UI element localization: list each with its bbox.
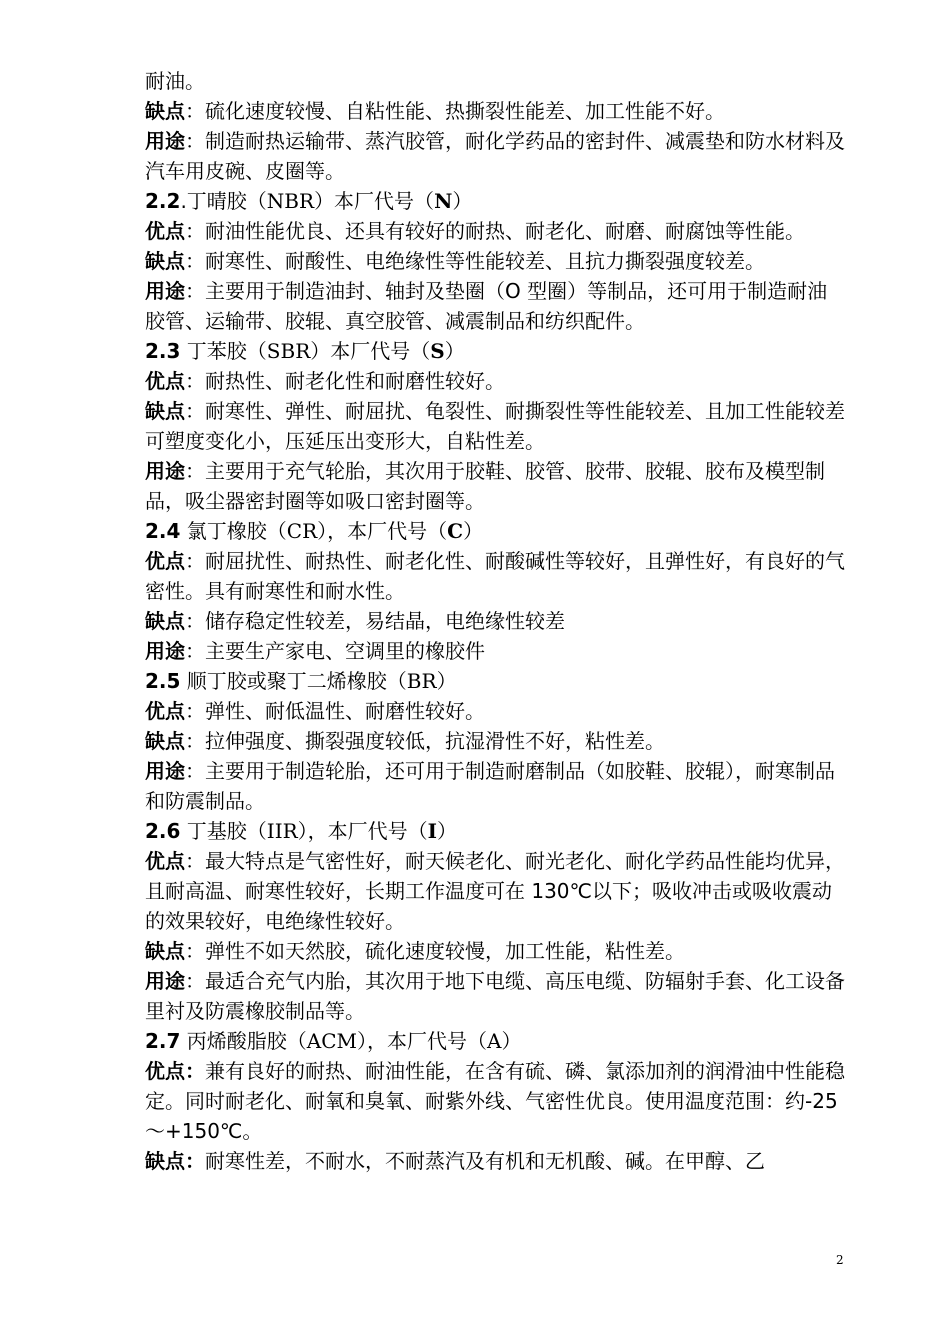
pros-label: 优点：: [145, 1059, 205, 1083]
section-abbr: NBR: [266, 189, 315, 213]
cons-label: 缺点: [145, 399, 185, 423]
section-number: 2.7: [145, 1029, 181, 1053]
pros-label: 优点: [145, 369, 185, 393]
uses-text: ：制造耐热运输带、蒸汽胶管，耐化学药品的密封件、减震垫和防水材料及汽车用皮碗、皮圈等。: [145, 129, 845, 183]
section-code: N: [434, 189, 453, 213]
section-number: 2.6: [145, 819, 181, 843]
cons-text: ：弹性不如天然胶，硫化速度较慢，加工性能，粘性差。: [185, 939, 685, 963]
section-abbr: CR: [286, 519, 318, 543]
section-title-mid: ），本厂代号（: [357, 1029, 488, 1053]
section-heading-2-5: [145, 666, 847, 696]
document-body: [145, 66, 847, 1176]
paragraph-uses: [145, 276, 847, 336]
section-title-pre: 顺丁胶或聚丁二烯橡胶（: [180, 669, 407, 693]
pros-label: 优点: [145, 549, 185, 573]
paragraph-cons: [145, 936, 847, 966]
paragraph-cons: [145, 246, 847, 276]
section-heading-2-6: [145, 816, 847, 846]
cons-label: 缺点：: [145, 1149, 205, 1173]
uses-label: 用途: [145, 129, 185, 153]
pros-text: ：弹性、耐低温性、耐磨性较好。: [185, 699, 485, 723]
paragraph-pros: [145, 1056, 847, 1146]
section-title-mid: ），本厂代号（: [297, 819, 428, 843]
paragraph-uses: [145, 126, 847, 186]
section-title-pre: 丙烯酸脂胶（: [180, 1029, 307, 1053]
section-number: 2.4: [145, 519, 181, 543]
cons-label: 缺点: [145, 99, 185, 123]
page-number: 2: [836, 1253, 844, 1267]
pros-text: 兼有良好的耐热、耐油性能，在含有硫、磷、氯添加剂的润滑油中性能稳定。同时耐老化、耐氧和臭氧、耐紫外线、气密性优良。使用温度范围：约-25～+150℃。: [145, 1059, 845, 1143]
uses-label: 用途: [145, 759, 185, 783]
uses-text: ：主要用于制造油封、轴封及垫圈（O 型圈）等制品，还可用于制造耐油胶管、运输带、胶辊、真空胶管、减震制品和纺织配件。: [145, 279, 828, 333]
paragraph-pros: [145, 216, 847, 246]
cons-label: 缺点: [145, 609, 185, 633]
paragraph-pros: [145, 846, 847, 936]
cons-label: 缺点: [145, 939, 185, 963]
section-heading-2-7: [145, 1026, 847, 1056]
section-title-pre: 氯丁橡胶（: [180, 519, 287, 543]
paragraph-cons: [145, 96, 847, 126]
uses-label: 用途: [145, 279, 185, 303]
section-title-post: ）: [501, 1029, 522, 1053]
pros-text: ：耐屈扰性、耐热性、耐老化性、耐酸碱性等较好，且弹性好，有良好的气密性。具有耐寒性和耐水性。: [145, 549, 845, 603]
paragraph-pros: [145, 546, 847, 606]
cons-label: 缺点: [145, 729, 185, 753]
section-abbr: ACM: [306, 1029, 358, 1053]
cons-text: ：耐寒性、弹性、耐屈扰、龟裂性、耐撕裂性等性能较差、且加工性能较差可塑度变化小，压延压出变形大，自粘性差。: [145, 399, 845, 453]
pros-text: ：耐热性、耐老化性和耐磨性较好。: [185, 369, 505, 393]
section-title-mid: ）: [436, 669, 457, 693]
cons-text: ：储存稳定性较差，易结晶，电绝缘性较差: [185, 609, 565, 633]
cons-text: ：耐寒性、耐酸性、电绝缘性等性能较差、且抗力撕裂强度较差。: [185, 249, 765, 273]
section-code: C: [447, 519, 464, 543]
section-code: S: [430, 339, 445, 363]
uses-label: 用途: [145, 969, 185, 993]
pros-label: 优点: [145, 219, 185, 243]
paragraph-cons: [145, 726, 847, 756]
section-abbr: SBR: [266, 339, 311, 363]
section-title-mid: ），本厂代号（: [317, 519, 448, 543]
uses-text: ：主要用于充气轮胎，其次用于胶鞋、胶管、胶带、胶辊、胶布及模型制品，吸尘器密封圈等如吸口密封圈等。: [145, 459, 825, 513]
paragraph-uses: [145, 966, 847, 1026]
uses-label: 用途: [145, 639, 185, 663]
paragraph-uses: [145, 456, 847, 516]
section-heading-2-3: [145, 336, 847, 366]
section-abbr: BR: [406, 669, 437, 693]
uses-label: 用途: [145, 459, 185, 483]
section-title-post: ）: [452, 189, 473, 213]
cons-text: ：硫化速度较慢、自粘性能、热撕裂性能差、加工性能不好。: [185, 99, 725, 123]
section-title-pre: 丁苯胶（: [180, 339, 267, 363]
section-title-post: ）: [463, 519, 484, 543]
pros-label: 优点: [145, 849, 185, 873]
cons-label: 缺点: [145, 249, 185, 273]
section-title-pre: 丁基胶（: [180, 819, 267, 843]
section-heading-2-2: [145, 186, 847, 216]
cons-text: 耐寒性差，不耐水，不耐蒸汽及有机和无机酸、碱。在甲醇、乙: [205, 1149, 765, 1173]
section-number: 2.5: [145, 669, 181, 693]
paragraph-uses: [145, 756, 847, 816]
paragraph-pros: [145, 696, 847, 726]
section-heading-2-4: [145, 516, 847, 546]
section-title-pre: .丁晴胶（: [180, 189, 267, 213]
section-number: 2.3: [145, 339, 181, 363]
uses-text: ：主要用于制造轮胎，还可用于制造耐磨制品（如胶鞋、胶辊），耐寒制品和防震制品。: [145, 759, 835, 813]
section-title-post: ）: [444, 339, 465, 363]
section-title-mid: ）本厂代号（: [314, 189, 435, 213]
paragraph-uses: [145, 636, 847, 666]
section-title-post: ）: [437, 819, 458, 843]
uses-text: ：主要生产家电、空调里的橡胶件: [185, 639, 485, 663]
paragraph-pros: [145, 366, 847, 396]
section-abbr: IIR: [266, 819, 298, 843]
paragraph-cons: [145, 606, 847, 636]
section-number: 2.2: [145, 189, 181, 213]
paragraph-cons: [145, 1146, 847, 1176]
section-code: A: [487, 1029, 502, 1053]
pros-text: ：耐油性能优良、还具有较好的耐热、耐老化、耐磨、耐腐蚀等性能。: [185, 219, 805, 243]
cons-text: ：拉伸强度、撕裂强度较低，抗湿滑性不好，粘性差。: [185, 729, 665, 753]
paragraph-continuation: 耐油。: [145, 69, 205, 93]
section-code: I: [427, 819, 438, 843]
pros-text: ：最大特点是气密性好，耐天候老化、耐光老化、耐化学药品性能均优异，且耐高温、耐寒性较好，长期工作温度可在 130℃以下；吸收冲击或吸收震动的效果较好，电绝缘性较好。: [145, 849, 845, 933]
paragraph-cons: [145, 396, 847, 456]
pros-label: 优点: [145, 699, 185, 723]
uses-text: ：最适合充气内胎，其次用于地下电缆、高压电缆、防辐射手套、化工设备里衬及防震橡胶制品等。: [145, 969, 845, 1023]
section-title-mid: ）本厂代号（: [310, 339, 431, 363]
